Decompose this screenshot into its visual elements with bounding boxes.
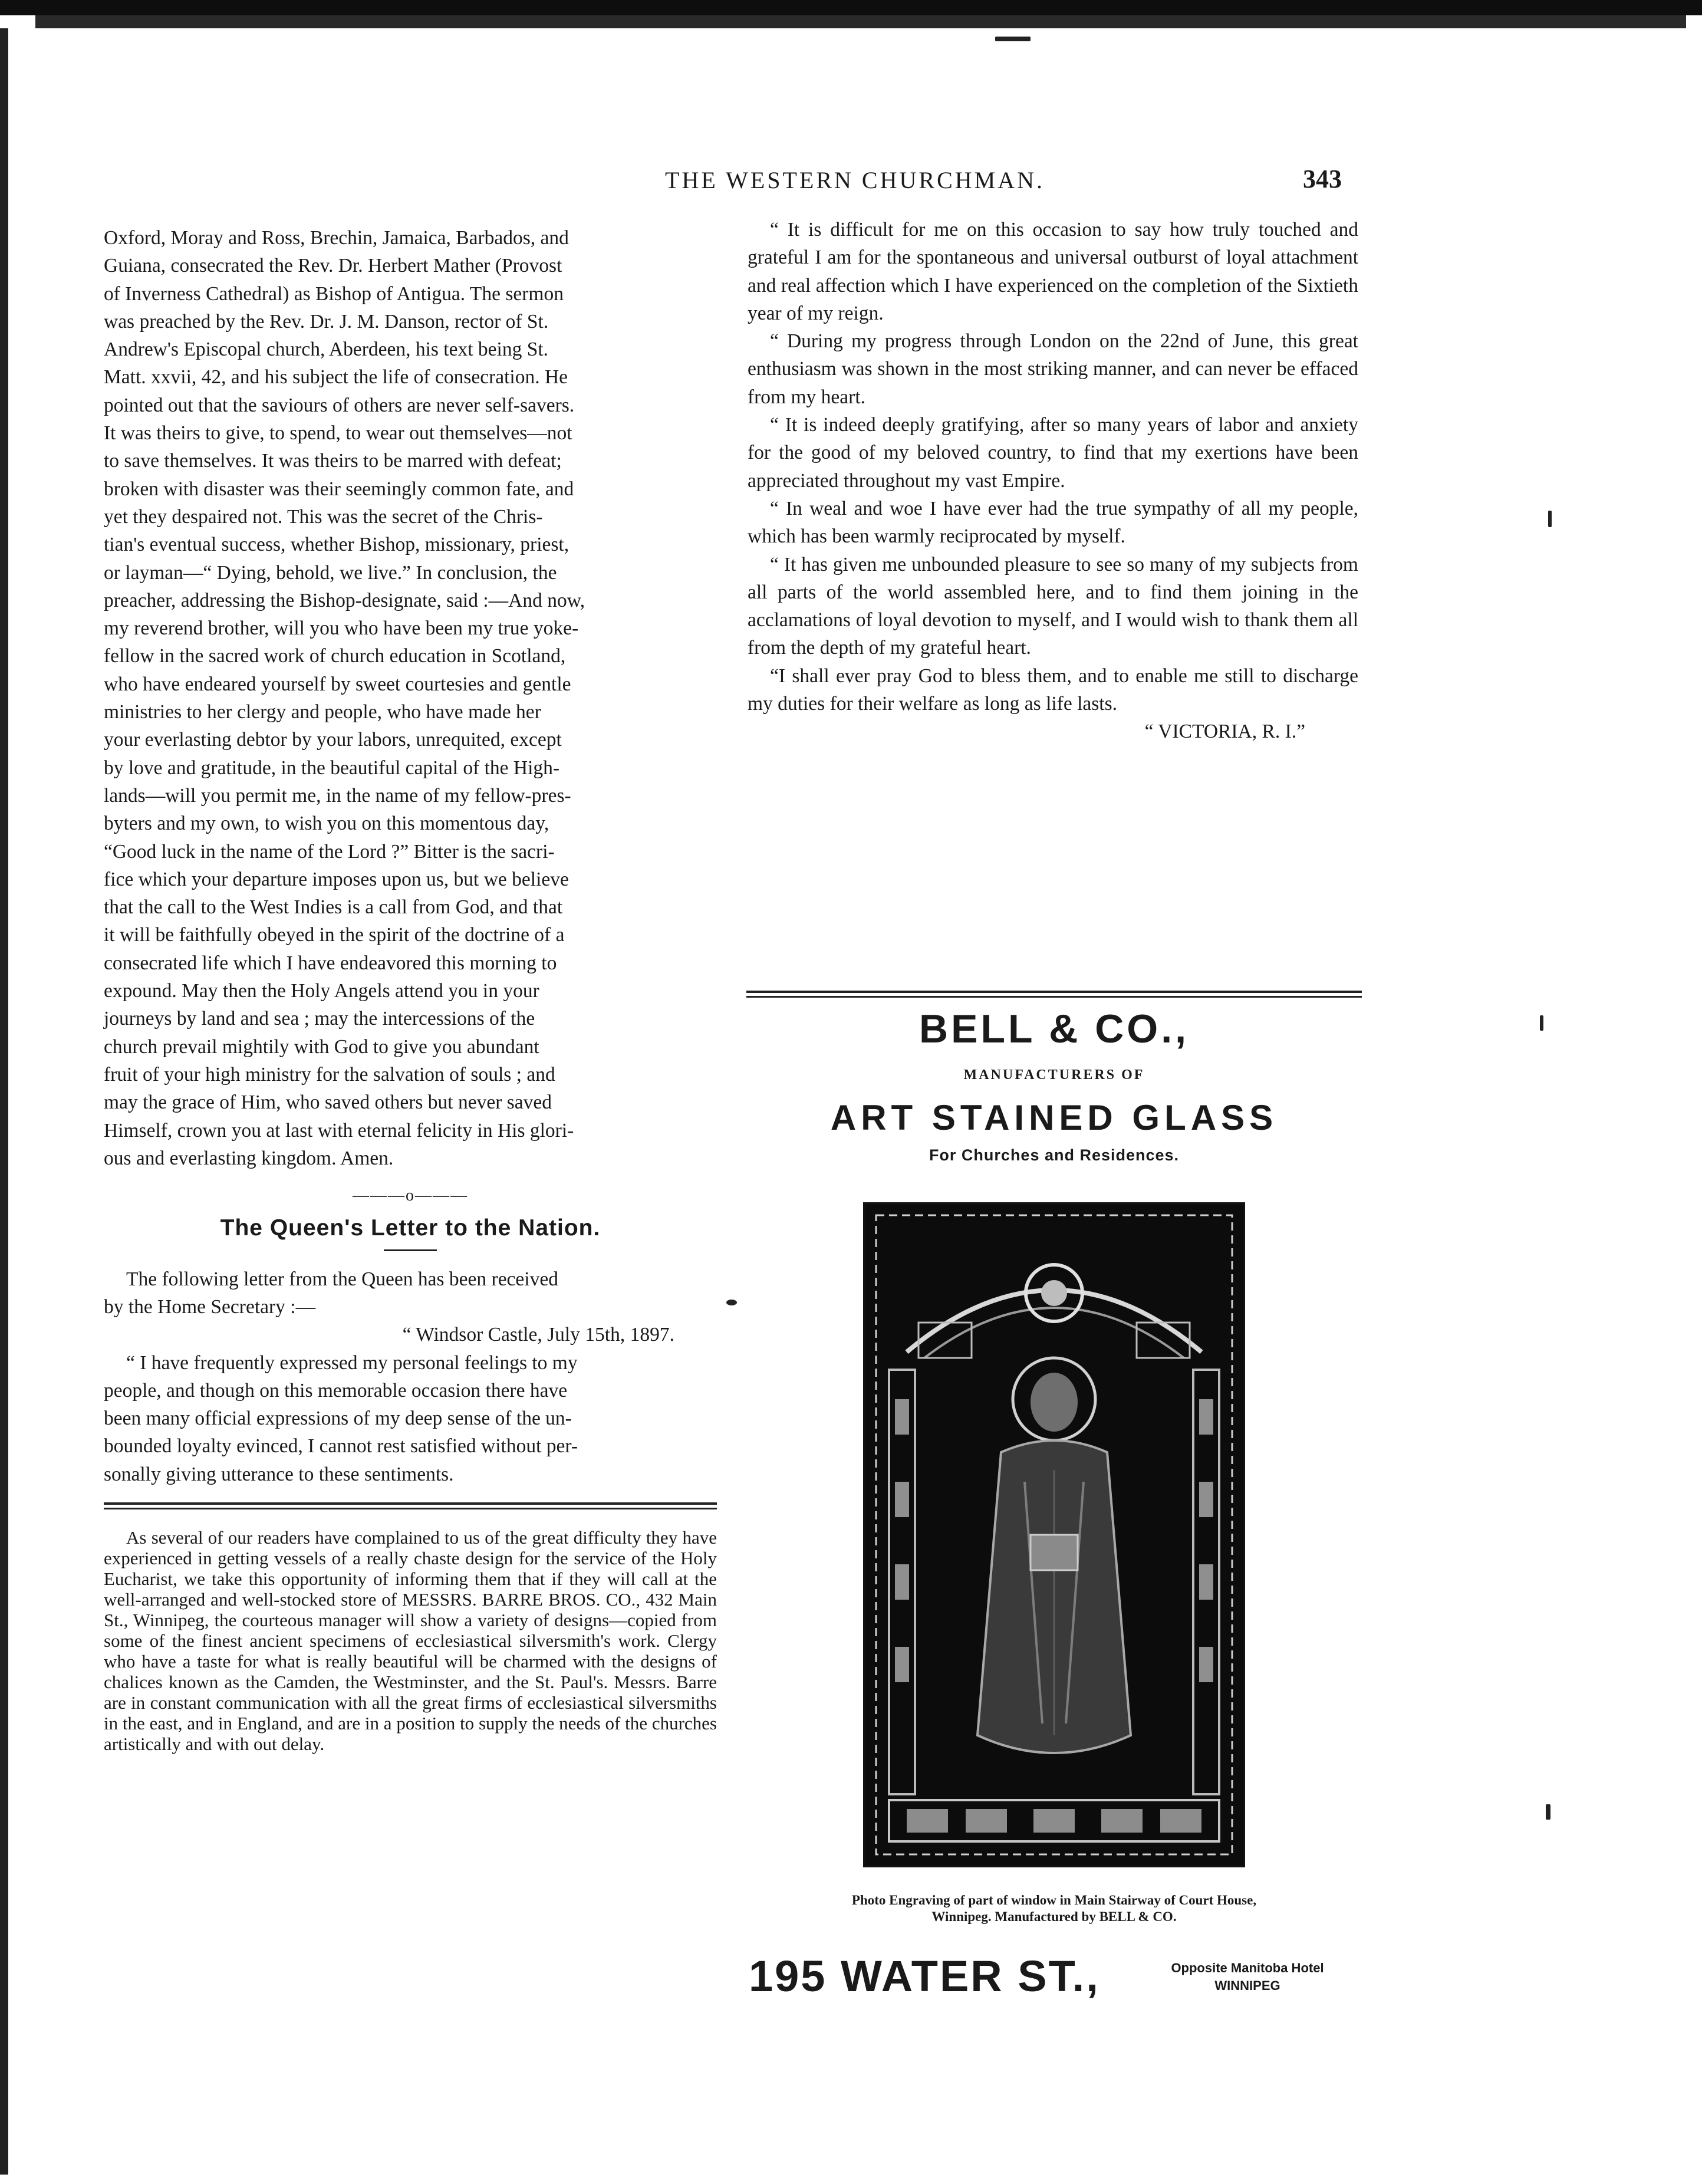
text-line: that the call to the West Indies is a call from God, and that [104,896,563,919]
text-line: sonally giving utterance to these sentiments. [104,1463,454,1485]
text-line: to save themselves. It was theirs to be marred with defeat; [104,450,562,472]
right-column [748,216,1358,746]
text-line: Himself, crown you at last with eternal felicity in His glori- [104,1119,574,1142]
scan-border-top [0,0,1702,15]
text-line: fice which your departure imposes upon us, but we believe [104,868,569,890]
sermon-report-paragraph [104,224,717,1172]
text-line: The following letter from the Queen has been received [126,1268,558,1290]
text-line: church prevail mightily with God to give you abundant [104,1035,539,1058]
letter-paragraph: “ It is difficult for me on this occasion to say how truly touched and grateful I am for the spontaneous and universal outburst of loyal attachment and real affection which I have experienced on the completion of the Sixtieth year of my reign. [748,219,1358,324]
section-title: The Queen's Letter to the Nation. [220,1215,601,1241]
page-number: 343 [1303,165,1342,193]
text-line: “Good luck in the name of the Lord ?” Bitter is the sacri- [104,840,555,863]
text-line: pointed out that the saviours of others are never self-savers. [104,394,575,416]
text-line: ous and everlasting kingdom. Amen. [104,1147,394,1169]
short-rule [384,1249,437,1251]
text-line: Matt. xxvii, 42, and his subject the life of consecration. He [104,366,568,389]
text-line: by the Home Secretary :— [104,1295,316,1318]
ad-company-name: BELL & CO., [919,1007,1189,1051]
text-line: expound. May then the Holy Angels attend you in your [104,980,539,1002]
text-line: ministries to her clergy and people, who have made her [104,701,541,723]
bell-and-co-advertisement [746,991,1362,2022]
stained-glass-window-engraving [863,1202,1245,1867]
text-line: It was theirs to give, to spend, to wear out themselves—not [104,422,572,445]
caption-line: Winnipeg. Manufactured by BELL & CO. [931,1909,1177,1924]
text-line: my reverend brother, will you who have been my true yoke- [104,617,579,640]
letter-signature: “ VICTORIA, R. I.” [1144,721,1305,743]
text-line: who have endeared yourself by sweet courtesies and gentle [104,673,571,695]
letter-paragraph: “ It has given me unbounded pleasure to see so many of my subjects from all parts of the world assembled here, and to find them joining in the acclamations of loyal devotion to myself, and I would wish to thank them all from the depth of my grateful heart. [748,553,1358,659]
text-line: may the grace of Him, who saved others but never saved [104,1091,552,1114]
text-line: preacher, addressing the Bishop-designate, said :—And now, [104,589,585,611]
barre-bros-notice: As several of our readers have complained to us of the great difficulty they have experienced in getting vessels of a really chaste design for the service of the Holy Eucharist, we take this opportunity of informing them that if they will call at the well-arranged and well-stocked store of MESSRS. BARRE BROS. CO., 432 Main St., Winnipeg, the courteous manager will show a variety of designs—copied from some of the finest ancient specimens of ecclesiastical silversmith's work. Clergy who have a taste for what is really beautiful will be charmed with the designs of chalices known as the Camden, the Westminster, and the St. Paul's. Messrs. Barre are in constant communication with all the great firms of ecclesiastical silversmiths in the east, and in England, and are in a position to supply the needs of the churches artistically and with out delay. [104,1527,717,1755]
letter-paragraph: “ It is indeed deeply gratifying, after so many years of labor and anxiety for the good of my beloved country, to find that my exertions have been appreciated throughout my vast Empire. [748,414,1358,492]
scan-speck [995,37,1031,41]
landmark-line: Opposite Manitoba Hotel [1171,1961,1324,1975]
double-rule [104,1502,717,1509]
ad-for-line: For Churches and Residences. [929,1146,1180,1164]
caption-line: Photo Engraving of part of window in Main Stairway of Court House, [851,1893,1257,1907]
text-line: Guiana, consecrated the Rev. Dr. Herbert Mather (Provost [104,255,562,277]
ad-address-row [746,1951,1362,2022]
running-head: THE WESTERN CHURCHMAN. [665,167,1045,193]
text-line: “ I have frequently expressed my personal feelings to my [126,1351,578,1374]
ad-street-address: 195 WATER ST., [749,1952,1100,2001]
letter-paragraph: “ In weal and woe I have ever had the true sympathy of all my people, which has been warmly reciprocated by myself. [748,497,1358,548]
letter-paragraph: “ During my progress through London on the 22nd of June, this great enthusiasm was shown in the most striking manner, and can never be effaced from my heart. [748,330,1358,408]
ad-product-name: ART STAINED GLASS [830,1098,1278,1137]
text-line: lands—will you permit me, in the name of my fellow-pres- [104,784,571,807]
text-line: been many official expressions of my deep sense of the un- [104,1407,572,1430]
ad-photo-caption [746,1892,1362,1925]
text-line: your everlasting debtor by your labors, unrequited, except [104,729,562,751]
ad-landmark [1135,1959,1359,1995]
scan-speck [1540,1015,1543,1031]
scan-border-shadow [35,15,1686,28]
text-line: was preached by the Rev. Dr. J. M. Danson, rector of St. [104,310,549,333]
scan-speck [1548,511,1552,527]
text-line: fruit of your high ministry for the salvation of souls ; and [104,1063,555,1086]
letter-paragraph: “I shall ever pray God to bless them, and to enable me still to discharge my duties for their welfare as long as life lasts. [748,665,1358,715]
landmark-line: WINNIPEG [1214,1978,1280,1993]
text-line: Andrew's Episcopal church, Aberdeen, his text being St. [104,338,549,361]
text-line: by love and gratitude, in the beautiful capital of the High- [104,756,560,779]
stained-glass-window-illustration [865,1205,1243,1865]
letter-dateline: “ Windsor Castle, July 15th, 1897. [402,1324,674,1346]
text-line: yet they despaired not. This was the secret of the Chris- [104,505,543,528]
text-line: fellow in the sacred work of church education in Scotland, [104,645,566,667]
text-line: broken with disaster was their seemingly common fate, and [104,478,574,500]
ad-manufacturers-of: MANUFACTURERS OF [963,1067,1145,1083]
text-line: byters and my own, to wish you on this momentous day, [104,813,549,835]
text-line: journeys by land and sea ; may the intercessions of the [104,1008,535,1030]
text-line: people, and though on this memorable occasion there have [104,1379,568,1402]
text-line: consecrated life which I have endeavored this morning to [104,952,557,974]
left-column [104,224,717,1754]
text-line: tian's eventual success, whether Bishop, missionary, priest, [104,534,569,556]
section-ornament: ———o——— [353,1186,468,1205]
scan-speck [726,1300,737,1305]
double-rule [746,991,1362,998]
letter-intro [104,1265,717,1321]
text-line: bounded loyalty evinced, I cannot rest satisfied without per- [104,1435,578,1458]
text-line: Oxford, Moray and Ross, Brechin, Jamaica, Barbados, and [104,227,569,249]
scan-speck [1546,1804,1550,1820]
text-line: or layman—“ Dying, behold, we live.” In conclusion, the [104,561,557,584]
letter-first-paragraph [104,1349,717,1488]
text-line: it will be faithfully obeyed in the spirit of the doctrine of a [104,924,565,946]
scan-border-left [0,28,8,2175]
text-line: of Inverness Cathedral) as Bishop of Antigua. The sermon [104,282,564,305]
